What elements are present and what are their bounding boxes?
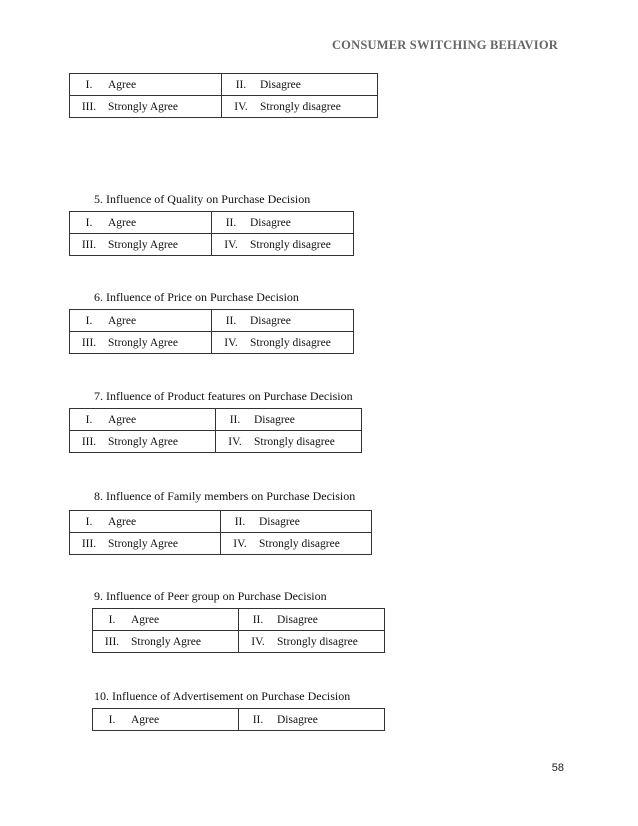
option-cell: I. Agree bbox=[93, 609, 239, 631]
options-table bbox=[69, 309, 354, 354]
option-cell: III. Strongly Agree bbox=[70, 332, 212, 354]
options-table bbox=[92, 608, 385, 653]
option-cell: III. Strongly Agree bbox=[93, 631, 239, 653]
option-cell: I. Agree bbox=[93, 709, 239, 731]
option-cell: IV. Strongly disagree bbox=[212, 234, 354, 256]
option-cell: II. Disagree bbox=[239, 609, 385, 631]
option-cell: IV. Strongly disagree bbox=[222, 96, 378, 118]
option-cell: I. Agree bbox=[70, 409, 216, 431]
question-title: 6. Influence of Price on Purchase Decision bbox=[94, 290, 299, 304]
question-title: 7. Influence of Product features on Purchase Decision bbox=[94, 389, 353, 403]
option-cell: II. Disagree bbox=[222, 74, 378, 96]
option-cell: II. Disagree bbox=[216, 409, 362, 431]
option-cell: II. Disagree bbox=[221, 511, 372, 533]
options-table bbox=[69, 510, 372, 555]
options-table bbox=[69, 211, 354, 256]
question-title: 10. Influence of Advertisement on Purchase Decision bbox=[94, 689, 351, 703]
option-cell: III. Strongly Agree bbox=[70, 234, 212, 256]
question-title: 8. Influence of Family members on Purchase Decision bbox=[94, 489, 356, 503]
question-title: 9. Influence of Peer group on Purchase Decision bbox=[94, 589, 327, 603]
option-cell: III. Strongly Agree bbox=[70, 533, 221, 555]
option-cell: I. Agree bbox=[70, 511, 221, 533]
running-header: CONSUMER SWITCHING BEHAVIOR bbox=[331, 38, 558, 52]
question-title: 5. Influence of Quality on Purchase Decision bbox=[94, 192, 311, 206]
option-cell: II. Disagree bbox=[212, 212, 354, 234]
option-cell: IV. Strongly disagree bbox=[212, 332, 354, 354]
options-table bbox=[69, 73, 378, 118]
option-cell: I. Agree bbox=[70, 74, 222, 96]
option-cell: III. Strongly Agree bbox=[70, 96, 222, 118]
option-cell: I. Agree bbox=[70, 310, 212, 332]
options-table bbox=[69, 408, 362, 453]
option-cell: IV. Strongly disagree bbox=[216, 431, 362, 453]
option-cell: III. Strongly Agree bbox=[70, 431, 216, 453]
options-table bbox=[92, 708, 385, 731]
option-cell: IV. Strongly disagree bbox=[239, 631, 385, 653]
option-cell: I. Agree bbox=[70, 212, 212, 234]
option-cell: IV. Strongly disagree bbox=[221, 533, 372, 555]
page-number: 58 bbox=[551, 762, 564, 774]
option-cell: II. Disagree bbox=[239, 709, 385, 731]
option-cell: II. Disagree bbox=[212, 310, 354, 332]
